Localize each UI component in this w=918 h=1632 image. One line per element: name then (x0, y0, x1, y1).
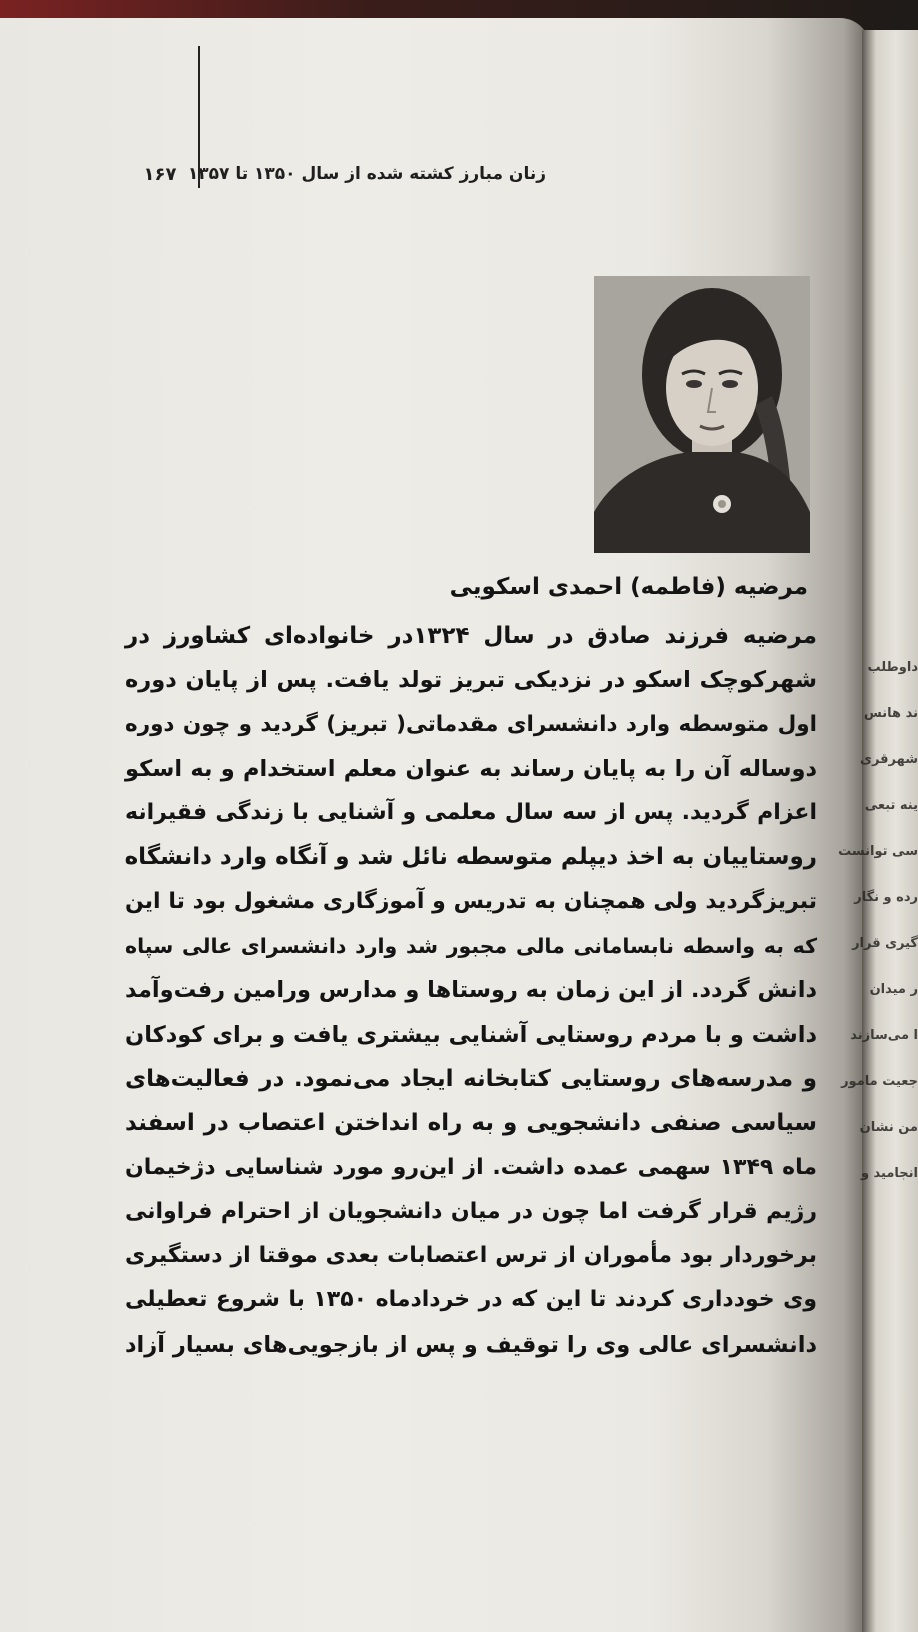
biography-paragraph (125, 614, 817, 1367)
text-line: دانشسرای عالی وی را توقیف و پس از بازجویی‌های بسیار آزاد (125, 1331, 817, 1358)
text-line: روستاییان به اخذ دیپلم متوسطه نائل شد و آنگاه وارد دانشگاه (124, 844, 817, 871)
facing-page-fragment: ا می‌سازند (850, 1028, 918, 1043)
text-line: تبریزگردید ولی همچنان به تدریس و آموزگاری مشغول بود تا این (125, 888, 817, 914)
facing-page-fragment: گیری قرار (852, 936, 918, 951)
running-head: زنان مبارز کشته شده از سال ۱۳۵۰ تا ۱۳۵۷ (187, 164, 546, 184)
text-line: اعزام گردید. پس از سه سال معلمی و آشنایی با زندگی فقیرانه (125, 800, 817, 826)
text-line: دانش گردد. از این زمان به روستاها و مدارس ورامین رفت‌وآمد (125, 977, 817, 1004)
text-line: ماه ۱۳۴۹ سهمی عمده داشت. از این‌رو مورد شناسایی دژخیمان (125, 1154, 818, 1180)
facing-page-fragment: سی توانست (838, 844, 918, 859)
facing-page-fragment: جعیت مامور (841, 1074, 918, 1089)
portrait-photo (594, 276, 810, 553)
facing-page-edge (838, 30, 918, 1632)
facing-page-fragment: داوطلب (867, 660, 918, 675)
facing-page-fragment: ینه تبعی (864, 798, 918, 813)
text-line: که به واسطه نابسامانی مالی مجبور شد وارد دانشسرای عالی سپاه (125, 934, 817, 959)
facing-page-fragment: من نشان (859, 1120, 918, 1135)
text-line: مرضیه فرزند صادق در سال ۱۳۲۴در خانواده‌ای کشاورز در (125, 623, 817, 649)
portrait-caption: مرضیه (فاطمه) احمدی اسکویی (449, 574, 808, 600)
text-line: اول متوسطه وارد دانشسرای مقدماتی( تبریز) گردید و چون دوره (125, 711, 817, 737)
text-line: سیاسی صنفی دانشجویی و به راه انداختن اعتصاب در اسفند (125, 1110, 817, 1137)
text-line: و مدرسه‌های روستایی کتابخانه ایجاد می‌نمود. در فعالیت‌های (125, 1065, 817, 1092)
facing-page-fragment: ر میدان (869, 982, 918, 997)
text-line: برخوردار بود مأموران از ترس اعتصابات بعدی موقتا از دستگیری (125, 1243, 817, 1269)
facing-page-fragment: انجامید و (860, 1166, 918, 1181)
facing-page-fragment: شهرقری (860, 752, 918, 767)
facing-page-fragment: رده و نگار (854, 890, 918, 905)
text-line: وی خودداری کردند تا این که در خردادماه ۱۳۵۰ با شروع تعطیلی (125, 1287, 817, 1313)
text-line: دوساله آن را به پایان رساند به عنوان معلم استخدام و به اسکو (125, 755, 817, 782)
text-line: داشت و با مردم روستایی آشنایی بیشتری یافت و برای کودکان (125, 1021, 817, 1048)
text-line: رژیم قرار گرفت اما چون در میان دانشجویان از احترام فراوانی (125, 1198, 817, 1224)
text-line: شهرکوچک اسکو در نزدیکی تبریز تولد یافت. پس از پایان دوره (125, 667, 817, 694)
facing-page-fragment: ند هانس (863, 706, 918, 721)
page-number: ۱۶۷ (143, 164, 177, 185)
